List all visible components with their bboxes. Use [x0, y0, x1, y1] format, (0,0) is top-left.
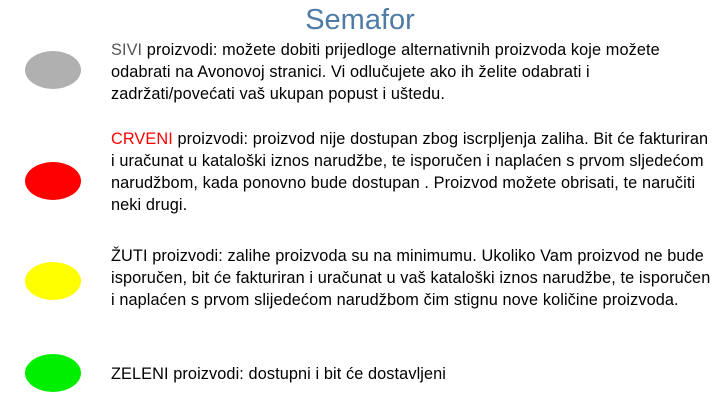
yellow-item-description [111, 245, 711, 311]
red-circle-icon [25, 162, 81, 200]
yellow-text: proizvodi: zalihe proizvoda su na minimumu. Ukoliko Vam proizvod ne bude isporučen, bit će fakturiran i uračunat u vaš kataloški iznos narudžbe, te isporučen i naplaćen s prvom slijedećom narudžbom čim stignu nove količine proizvoda. [111, 247, 711, 309]
red-text: proizvodi: proizvod nije dostupan zbog iscrpljenja zaliha. Bit će fakturiran i uračunat u kataloški iznos narudžbe, te isporučen i naplaćen s prvom sljedećom narudžbom, kada ponovno bude dostupan . Proizvod možete obrisati, te naručiti neki drugi. [111, 130, 709, 214]
page-title: Semafor [305, 4, 415, 36]
green-circle-icon [25, 354, 81, 392]
green-keyword: ZELENI [111, 365, 169, 383]
yellow-keyword: ŽUTI [111, 247, 148, 265]
grey-item-description [111, 39, 711, 105]
grey-text: proizvodi: možete dobiti prijedloge alternativnih proizvoda koje možete odabrati na Avonovoj stranici. Vi odlučujete ako ih želite odabrati i zadržati/povećati vaš ukupan popust i uštedu. [111, 41, 660, 103]
red-item-description [111, 128, 711, 216]
grey-circle-icon [25, 51, 81, 89]
yellow-circle-icon [25, 262, 81, 300]
grey-keyword: SIVI [111, 41, 143, 59]
red-keyword: CRVENI [111, 130, 173, 148]
green-item-description [111, 363, 711, 385]
green-text: proizvodi: dostupni i bit će dostavljeni [168, 365, 447, 383]
